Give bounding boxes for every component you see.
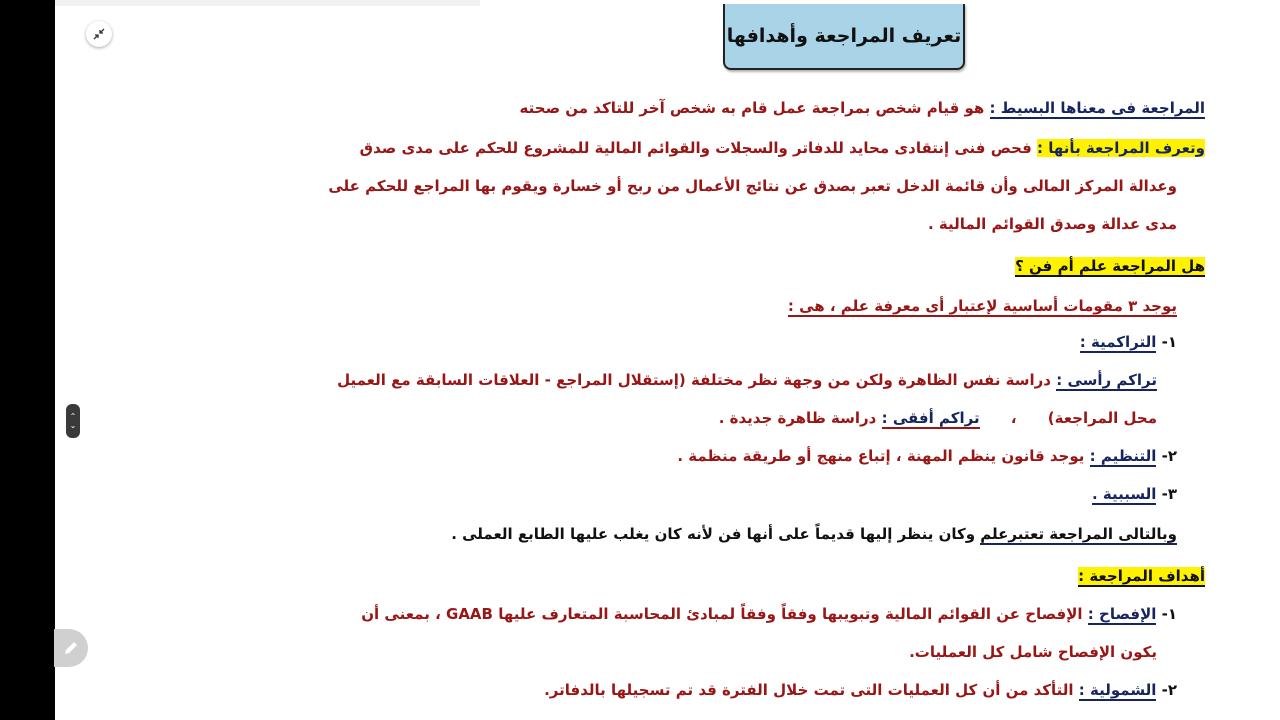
goals-heading: أهداف المراجعة : xyxy=(1078,567,1205,585)
item-1a: تراكم رأسى : دراسة نفس الظاهرة ولكن من وجهة نظر مختلفة (إستقلال المراجع - العلاقات السابقة مع العميل xyxy=(337,371,1157,389)
definition-simple xyxy=(520,96,1205,120)
text: هو قيام شخص بمراجعة عمل قام به شخص آخر للتاكد من صحته xyxy=(519,99,985,117)
conclusion: وبالتالى المراجعة تعتبرعلم وكان ينظر إليها قديماً على أنها فن لأنه كان يغلب عليها الطابع العملى . xyxy=(451,525,1177,543)
pencil-icon xyxy=(62,639,80,657)
term: المراجعة فى معناها البسيط : xyxy=(989,99,1205,117)
goal-2: ٢- الشمولية : التأكد من أن كل العمليات التى تمت خلال الفترة قد تم تسجيلها بالدفاتر. xyxy=(544,681,1177,699)
text: فحص فنى إنتقادى محايد للدفاتر والسجلات والقوائم المالية للمشروع للحكم على مدى صدق xyxy=(359,139,1032,157)
item-1: ١- التراكمية : xyxy=(1079,333,1177,351)
viewer-right-margin xyxy=(1225,0,1280,720)
item-2: ٢- التنظيم : يوجد قانون ينظم المهنة ، إتباع منهج أو طريقة منظمة . xyxy=(677,447,1177,465)
intro-text: يوجد ٣ مقومات أساسية لإعتبار أى معرفة علم ، هى : xyxy=(787,297,1177,315)
definition-line-2: وعدالة المركز المالى وأن قائمة الدخل تعبر بصدق عن نتائج الأعمال من ربح أو خسارة ويقوم بها المراجع للحكم على xyxy=(328,177,1177,195)
term: وتعرف المراجعة بأنها : xyxy=(1037,139,1205,157)
scroll-handle[interactable] xyxy=(66,404,80,438)
item-3: ٣- السببية . xyxy=(1091,485,1177,503)
document-page xyxy=(328,0,1225,720)
question-heading: هل المراجعة علم أم فن ؟ xyxy=(1015,257,1205,275)
item-1b: محل المراجعة) ، تراكم أفقى : دراسة ظاهرة جديدة . xyxy=(718,409,1157,427)
page-title: تعريف المراجعة وأهدافها xyxy=(723,4,965,70)
scroll-down-icon: ⌄ xyxy=(69,421,77,430)
collapse-arrows-icon xyxy=(93,28,105,40)
goal-1: ١- الإفصاح : الإفصاح عن القوائم المالية وتبويبها وفقاً وفقاً لمبادئ المحاسبة المتعارف عليها GAAB ، بمعنى أن xyxy=(361,605,1177,623)
definition-formal xyxy=(360,136,1205,160)
goal-1-line-2: يكون الإفصاح شامل كل العمليات. xyxy=(909,643,1157,661)
definition-line-3: مدى عدالة وصدق القوائم المالية . xyxy=(927,215,1177,233)
collapse-button[interactable] xyxy=(86,21,112,47)
scroll-up-icon: ⌃ xyxy=(69,412,77,421)
